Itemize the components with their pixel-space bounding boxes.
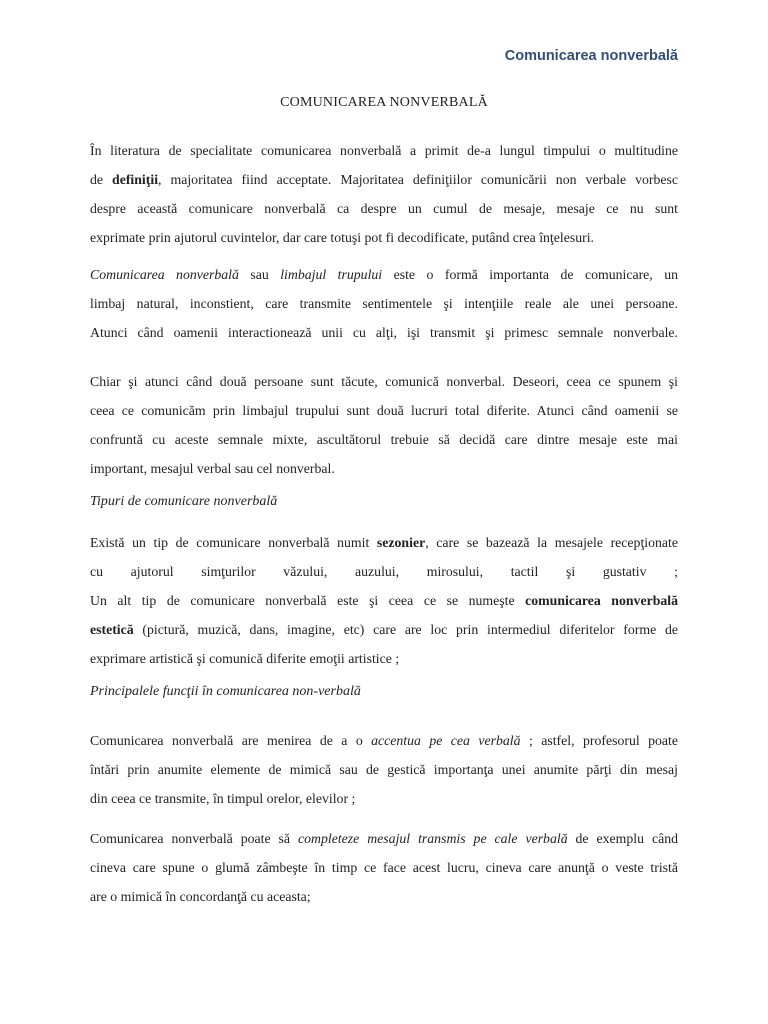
paragraph-accentuate bbox=[90, 726, 678, 813]
paragraph-line: confruntă cu aceste semnale mixte, ascultătorul trebuie să decidă care dintre mesaje este mai bbox=[90, 432, 678, 447]
paragraph-line bbox=[90, 824, 678, 853]
bold-term: sezonier bbox=[376, 535, 426, 550]
running-header: Comunicarea nonverbală bbox=[504, 48, 678, 64]
italic-term: completeze mesajul transmis pe cale verbală bbox=[297, 831, 568, 846]
paragraph-intro bbox=[90, 136, 678, 252]
text-run: Un alt tip de comunicare nonverbală este şi ceea ce se numeşte bbox=[90, 593, 526, 608]
paragraph-silence bbox=[90, 367, 678, 483]
text-run: ; astfel, profesorul poate bbox=[520, 733, 678, 748]
section-heading-types: Tipuri de comunicare nonverbală bbox=[90, 494, 278, 509]
italic-term: accentua pe cea verbală bbox=[371, 733, 521, 748]
paragraph-line: În literatura de specialitate comunicarea nonverbală a primit de-a lungul timpului o multitudine bbox=[90, 143, 678, 158]
italic-term: limbajul trupului bbox=[280, 267, 383, 282]
text-run: , majoritatea fiind acceptate. Majoritatea definiţiilor comunicării non verbale vorbesc bbox=[158, 172, 678, 187]
paragraph-line bbox=[90, 260, 678, 289]
paragraph-line: despre această comunicare nonverbală ca despre un cumul de mesaje, mesaje ce nu sunt bbox=[90, 201, 678, 216]
text-run: Comunicarea nonverbală poate să bbox=[90, 831, 298, 846]
text-run: sau bbox=[238, 267, 281, 282]
paragraph-line: cu ajutorul simţurilor văzului, auzului, mirosului, tactil şi gustativ ; bbox=[90, 564, 678, 579]
bold-term: estetică bbox=[90, 622, 134, 637]
paragraph-line bbox=[90, 615, 678, 644]
paragraph-line: întări prin anumite elemente de mimică sau de gestică importanţa unei anumite părţi din mesaj bbox=[90, 762, 678, 777]
italic-term: Comunicarea nonverbală bbox=[90, 267, 239, 282]
paragraph-line bbox=[90, 528, 678, 557]
paragraph-types bbox=[90, 528, 678, 673]
text-run: de bbox=[90, 172, 113, 187]
paragraph-complete bbox=[90, 824, 678, 911]
text-run: (pictură, muzică, dans, imagine, etc) care are loc prin intermediul diferitelor forme de bbox=[133, 622, 678, 637]
text-run: de exemplu când bbox=[567, 831, 678, 846]
paragraph-line: Chiar şi atunci când două persoane sunt tăcute, comunică nonverbal. Deseori, ceea ce spunem şi bbox=[90, 374, 678, 389]
text-run: Există un tip de comunicare nonverbală numit bbox=[90, 535, 377, 550]
paragraph-line bbox=[90, 165, 678, 194]
text-run: , care se bazează la mesajele recepţionate bbox=[425, 535, 678, 550]
paragraph-line: important, mesajul verbal sau cel nonverbal. bbox=[90, 461, 335, 476]
text-run: Comunicarea nonverbală are menirea de a o bbox=[90, 733, 372, 748]
paragraph-line: din ceea ce transmite, în timpul orelor, elevilor ; bbox=[90, 791, 356, 806]
paragraph-line: exprimate prin ajutorul cuvintelor, dar care totuşi pot fi decodificate, putând crea înţelesuri. bbox=[90, 230, 594, 245]
bold-term: definiţii bbox=[112, 172, 159, 187]
paragraph-body-language bbox=[90, 260, 678, 347]
bold-term: comunicarea nonverbală bbox=[525, 593, 678, 608]
paragraph-line: Atunci când oamenii interactionează unii cu alţi, işi transmit şi primesc semnale nonverbale. bbox=[90, 325, 678, 340]
paragraph-line: ceea ce comunicăm prin limbajul trupului sunt două lucruri total diferite. Atunci când oamenii se bbox=[90, 403, 678, 418]
paragraph-line: are o mimică în concordanţă cu aceasta; bbox=[90, 889, 311, 904]
section-heading-functions: Principalele funcţii în comunicarea non-verbală bbox=[90, 684, 361, 699]
paragraph-line bbox=[90, 586, 678, 615]
text-run: este o formă importanta de comunicare, un bbox=[382, 267, 679, 282]
paragraph-line bbox=[90, 726, 678, 755]
paragraph-line: cineva care spune o glumă zâmbeşte în timp ce face acest lucru, cineva care anunţă o veste tristă bbox=[90, 860, 678, 875]
paragraph-line: limbaj natural, inconstient, care transmite sentimentele şi intenţiile reale ale unei persoane. bbox=[90, 296, 678, 311]
document-title: COMUNICAREA NONVERBALĂ bbox=[280, 95, 488, 110]
paragraph-line: exprimare artistică şi comunică diferite emoţii artistice ; bbox=[90, 651, 400, 666]
